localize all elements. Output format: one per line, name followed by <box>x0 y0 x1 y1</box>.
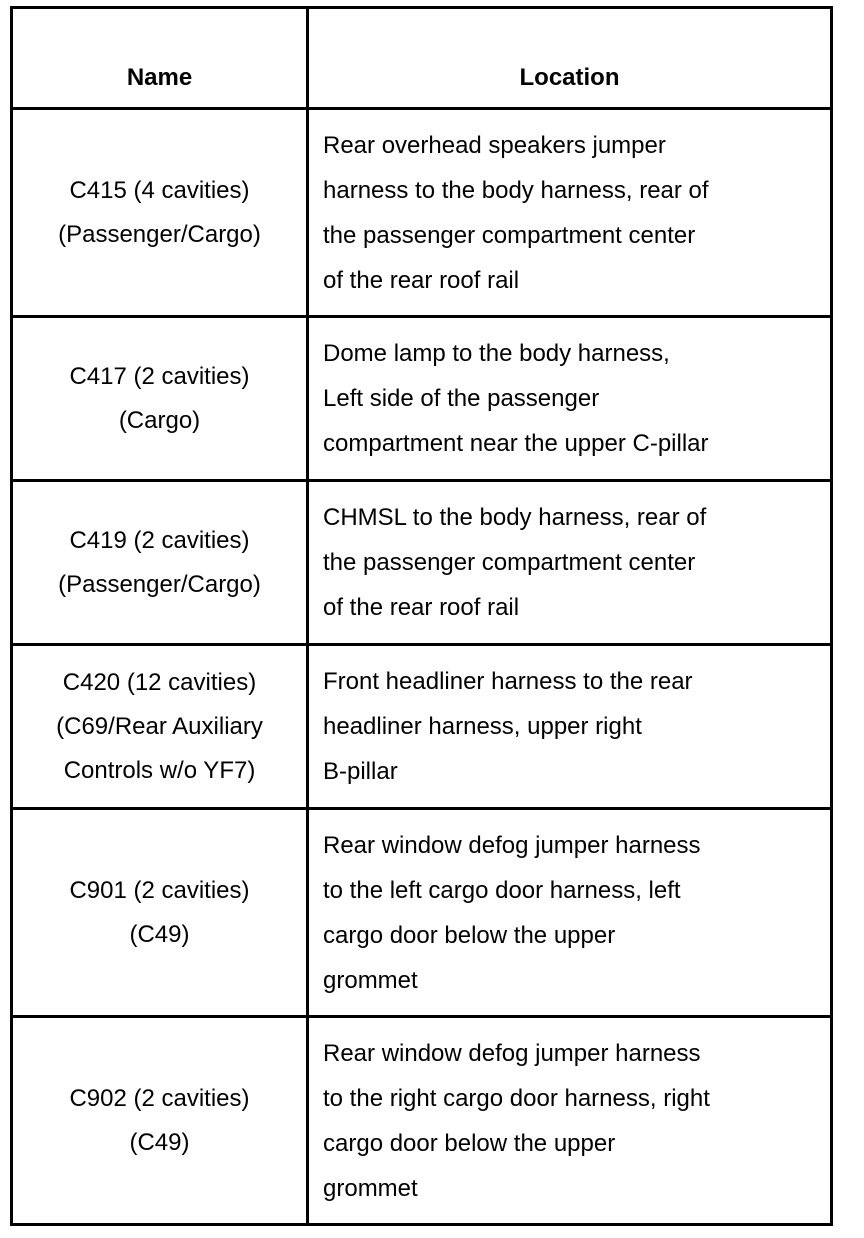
location-text: compartment near the upper C-pillar <box>323 430 709 457</box>
location-text: of the rear roof rail <box>323 266 520 294</box>
table-row <box>12 317 832 481</box>
connector-location-cell <box>308 1017 832 1225</box>
connector-name-cell <box>12 109 308 317</box>
location-text: CHMSL to the body harness, rear of <box>323 504 707 531</box>
connector-location-cell <box>308 481 832 645</box>
location-text: Rear window defog jumper harness <box>323 1039 701 1067</box>
connector-name: C415 (4 cavities) <box>69 176 250 204</box>
connector-location-table <box>10 6 833 1226</box>
table-body <box>12 109 832 1225</box>
location-text: grommet <box>323 966 418 994</box>
connector-variant: (Cargo) <box>118 406 201 434</box>
location-text: Rear overhead speakers jumper <box>323 131 666 159</box>
location-text: Rear window defog jumper harness <box>323 831 701 859</box>
connector-name-cell <box>12 317 308 481</box>
header-location: Location <box>308 8 832 109</box>
location-text: Left side of the passenger <box>323 385 600 412</box>
connector-variant: Controls w/o YF7) <box>63 756 256 784</box>
table-row <box>12 809 832 1017</box>
connector-name-cell <box>12 1017 308 1225</box>
connector-variant: (C49) <box>129 920 190 948</box>
connector-name: C902 (2 cavities) <box>69 1084 250 1112</box>
table-row <box>12 1017 832 1225</box>
connector-variant: (Passenger/Cargo) <box>58 570 261 598</box>
table-row <box>12 481 832 645</box>
location-text: B-pillar <box>323 758 398 785</box>
location-text: headliner harness, upper right <box>323 713 642 740</box>
location-text: the passenger compartment center <box>323 549 696 576</box>
connector-variant: (Passenger/Cargo) <box>58 220 261 248</box>
header-name: Name <box>12 8 308 109</box>
connector-location-cell <box>308 317 832 481</box>
table-row <box>12 645 832 809</box>
connector-variant: (C49) <box>129 1128 190 1156</box>
location-text: harness to the body harness, rear of <box>323 176 709 204</box>
connector-variant: (C69/Rear Auxiliary <box>56 712 263 740</box>
location-text: Front headliner harness to the rear <box>323 668 693 695</box>
location-text: cargo door below the upper <box>323 1129 616 1157</box>
connector-name: C419 (2 cavities) <box>69 526 250 554</box>
header-row <box>12 8 832 109</box>
connector-location-cell <box>308 809 832 1017</box>
location-text: the passenger compartment center <box>323 221 696 249</box>
connector-name-cell <box>12 481 308 645</box>
location-text: to the right cargo door harness, right <box>323 1084 710 1112</box>
connector-location-cell <box>308 109 832 317</box>
location-text: grommet <box>323 1174 418 1202</box>
location-text: of the rear roof rail <box>323 594 520 621</box>
connector-location-cell <box>308 645 832 809</box>
connector-name-cell <box>12 645 308 809</box>
connector-name-cell <box>12 809 308 1017</box>
location-text: Dome lamp to the body harness, <box>323 340 670 367</box>
connector-name: C901 (2 cavities) <box>69 876 250 904</box>
connector-name: C417 (2 cavities) <box>69 362 250 390</box>
location-text: to the left cargo door harness, left <box>323 876 681 904</box>
table-row <box>12 109 832 317</box>
location-text: cargo door below the upper <box>323 921 616 949</box>
connector-name: C420 (12 cavities) <box>62 668 257 696</box>
